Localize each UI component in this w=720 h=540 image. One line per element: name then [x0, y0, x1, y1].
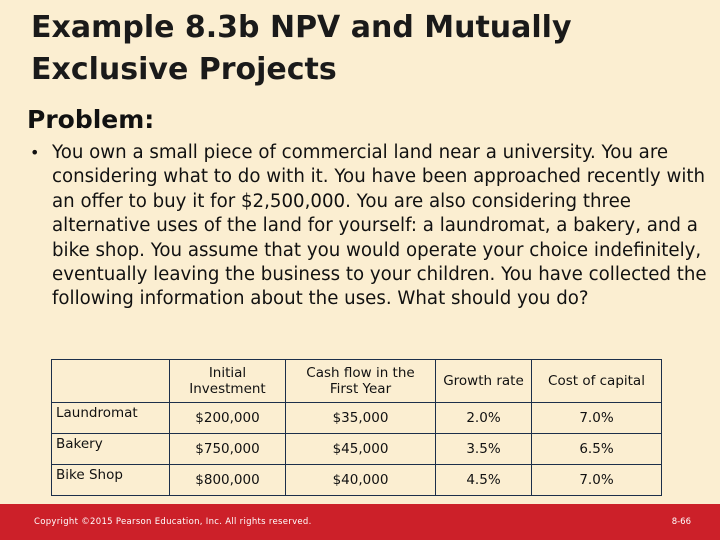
- cell-initial-investment: $800,000: [170, 465, 286, 496]
- table-row: [52, 434, 662, 465]
- cell-cost-of-capital: 6.5%: [532, 434, 662, 465]
- table-header-row: [52, 360, 662, 403]
- bullet-dot-icon: •: [30, 143, 40, 162]
- slide-title: [31, 7, 691, 91]
- cell-cost-of-capital: 7.0%: [532, 403, 662, 434]
- cell-cash-flow: $45,000: [286, 434, 436, 465]
- cell-cash-flow: $35,000: [286, 403, 436, 434]
- header-initial-investment: Initial Investment: [170, 360, 286, 403]
- cell-initial-investment: $200,000: [170, 403, 286, 434]
- title-line-1: Example 8.3b NPV and Mutually: [31, 10, 572, 45]
- row-label: Laundromat: [52, 403, 170, 434]
- header-cost-of-capital: Cost of capital: [532, 360, 662, 403]
- cell-growth-rate: 3.5%: [436, 434, 532, 465]
- footer-bar: [0, 504, 720, 540]
- cell-cash-flow: $40,000: [286, 465, 436, 496]
- copyright-notice: Copyright ©2015 Pearson Education, Inc. All rights reserved.: [34, 517, 312, 527]
- header-growth-rate: Growth rate: [436, 360, 532, 403]
- problem-text: You own a small piece of commercial land near a university. You are considering what to do with it. You have been approached recently with an offer to buy it for $2,500,000. You are also considering three alternative uses of the land for yourself: a laundromat, a bakery, and a bike shop. You assume that you would operate your choice indefinitely, eventually leaving the business to your children. You have collected the following information about the uses. What should you do?: [52, 142, 707, 310]
- problem-bullet: [30, 141, 710, 312]
- problem-heading: Problem:: [27, 105, 155, 134]
- header-blank-cell: [52, 360, 170, 403]
- title-line-2: Exclusive Projects: [31, 52, 337, 87]
- table-row: [52, 403, 662, 434]
- row-label: Bakery: [52, 434, 170, 465]
- cell-cost-of-capital: 7.0%: [532, 465, 662, 496]
- page-number: 8-66: [671, 517, 691, 527]
- cell-growth-rate: 2.0%: [436, 403, 532, 434]
- cell-initial-investment: $750,000: [170, 434, 286, 465]
- header-cash-flow: Cash flow in the First Year: [286, 360, 436, 403]
- cell-growth-rate: 4.5%: [436, 465, 532, 496]
- table-row: [52, 465, 662, 496]
- row-label: Bike Shop: [52, 465, 170, 496]
- projects-table: [51, 359, 662, 496]
